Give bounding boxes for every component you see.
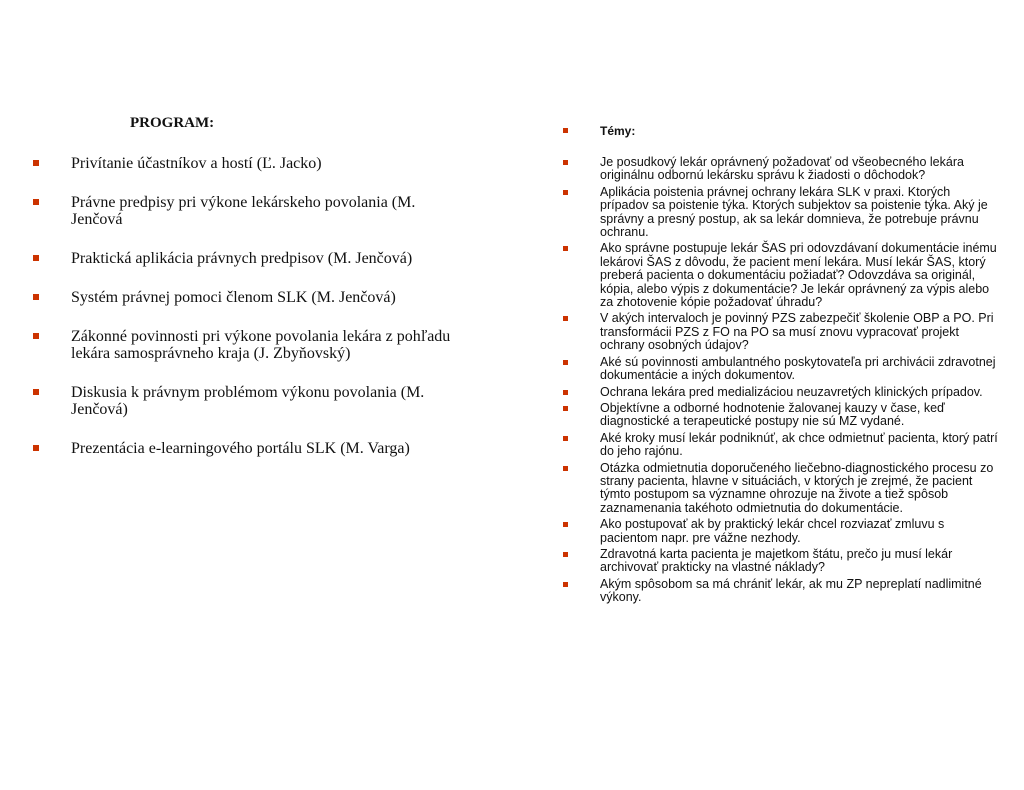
topic-item-text: V akých intervaloch je povinný PZS zabezpečiť školenie OBP a PO. Pri transformácii PZS z FO na PO sa musí znovu vypracovať projekt ochrany osobných údajov? <box>600 311 994 353</box>
topic-item <box>561 156 1001 183</box>
square-bullet-icon <box>563 436 568 441</box>
program-item-text: Zákonné povinnosti pri výkone povolania lekára z pohľadu lekára samosprávneho kraja (J. Zbyňovský) <box>71 328 451 362</box>
square-bullet-icon <box>563 316 568 321</box>
square-bullet-icon <box>563 522 568 527</box>
square-bullet-icon <box>563 160 568 165</box>
program-item-text: Praktická aplikácia právnych predpisov (M. Jenčová) <box>71 250 413 267</box>
topics-list <box>561 156 1001 605</box>
square-bullet-icon <box>563 466 568 471</box>
topic-item-text: Ako postupovať ak by praktický lekár chcel rozviazať zmluvu s pacientom napr. pre vážne nezhody. <box>600 517 945 545</box>
program-item <box>30 440 460 457</box>
topic-item <box>561 518 1001 545</box>
square-bullet-icon <box>563 246 568 251</box>
topic-item <box>561 462 1001 516</box>
topic-item-text: Akým spôsobom sa má chrániť lekár, ak mu ZP nepreplatí nadlimitné výkony. <box>600 576 982 605</box>
square-bullet-icon <box>33 199 39 205</box>
program-column <box>30 114 460 479</box>
square-bullet-icon <box>563 190 568 195</box>
topics-heading-text: Témy: <box>600 124 636 138</box>
program-item-text: Právne predpisy pri výkone lekárskeho povolania (M. Jenčová <box>71 194 416 228</box>
topic-item <box>561 432 1001 459</box>
square-bullet-icon <box>563 406 568 411</box>
topic-item <box>561 186 1001 240</box>
square-bullet-icon <box>563 552 568 557</box>
program-item-text: Systém právnej pomoci členom SLK (M. Jenčová) <box>71 289 396 306</box>
topic-item-text: Aké sú povinnosti ambulantného poskytovateľa pri archivácii zdravotnej dokumentácie a iných dokumentov. <box>600 354 996 383</box>
topic-item-text: Ochrana lekára pred medializáciou neuzavretých klinických prípadov. <box>600 384 983 399</box>
topics-heading <box>561 124 1001 138</box>
program-item-text: Privítanie účastníkov a hostí (Ľ. Jacko) <box>71 155 322 172</box>
topic-item-text: Objektívne a odborné hodnotenie žalovanej kauzy v čase, keď diagnostické a terapeutické postupy nie sú MZ vydané. <box>600 400 945 429</box>
topic-item-text: Aplikácia poistenia právnej ochrany lekára SLK v praxi. Ktorých prípadov sa poistenie týka. Ktorých subjektov sa poistenie týka. Aký je správny a presný postup, ak sa lekár domnieva, že potrebuje právnu ochranu. <box>600 184 988 240</box>
topic-item <box>561 356 1001 383</box>
topic-item-text: Aké kroky musí lekár podniknúť, ak chce odmietnuť pacienta, ktorý patrí do jeho rajónu. <box>600 430 998 459</box>
square-bullet-icon <box>33 445 39 451</box>
square-bullet-icon <box>33 333 39 339</box>
topic-item <box>561 386 1001 399</box>
program-item <box>30 250 460 267</box>
topic-item-text: Ako správne postupuje lekár ŠAS pri odovzdávaní dokumentácie inému lekárovi ŠAS z dôvodu, že pacient mení lekára. Musí lekár ŠAS, ktorý preberá pacienta o dokumentáciu požiadať? Odovzdáva sa originál, kópia, alebo výpis z dokumentácie? Je lekár oprávnený za výpis alebo za zhotovenie kópie požadovať úhradu? <box>600 241 997 310</box>
square-bullet-icon <box>33 389 39 395</box>
topic-item <box>561 242 1001 309</box>
square-bullet-icon <box>563 360 568 365</box>
square-bullet-icon <box>33 255 39 261</box>
square-bullet-icon <box>563 128 568 133</box>
program-item-text: Prezentácia e-learningového portálu SLK (M. Varga) <box>71 440 410 457</box>
program-item <box>30 384 460 418</box>
square-bullet-icon <box>33 160 39 166</box>
topic-item-text: Otázka odmietnutia doporučeného liečebno-diagnostického procesu zo strany pacienta, hlavne v situáciách, v ktorých je zrejmé, že pacient týmto postupom sa významne ohrozuje na živote a tiež spôsob zaznamenania takéhoto odmietnutia do dokumentácie. <box>600 460 994 515</box>
topic-item <box>561 548 1001 575</box>
topic-item-text: Zdravotná karta pacienta je majetkom štátu, prečo ju musí lekár archivovať prakticky na vlastné náklady? <box>600 546 953 575</box>
program-list <box>30 155 460 457</box>
square-bullet-icon <box>33 294 39 300</box>
topic-item <box>561 578 1001 605</box>
topic-item <box>561 312 1001 352</box>
topic-item-text: Je posudkový lekár oprávnený požadovať od všeobecného lekára originálnu odbornú lekársku správu k žiadosti o dôchodok? <box>600 155 964 183</box>
topic-item <box>561 402 1001 429</box>
program-item <box>30 194 460 228</box>
program-item <box>30 328 460 362</box>
program-item <box>30 155 460 172</box>
program-item-text: Diskusia k právnym problémom výkonu povolania (M. Jenčová) <box>71 384 425 418</box>
program-item <box>30 289 460 306</box>
square-bullet-icon <box>563 582 568 587</box>
program-heading: PROGRAM: <box>130 115 215 131</box>
topics-column <box>561 124 1001 608</box>
square-bullet-icon <box>563 390 568 395</box>
